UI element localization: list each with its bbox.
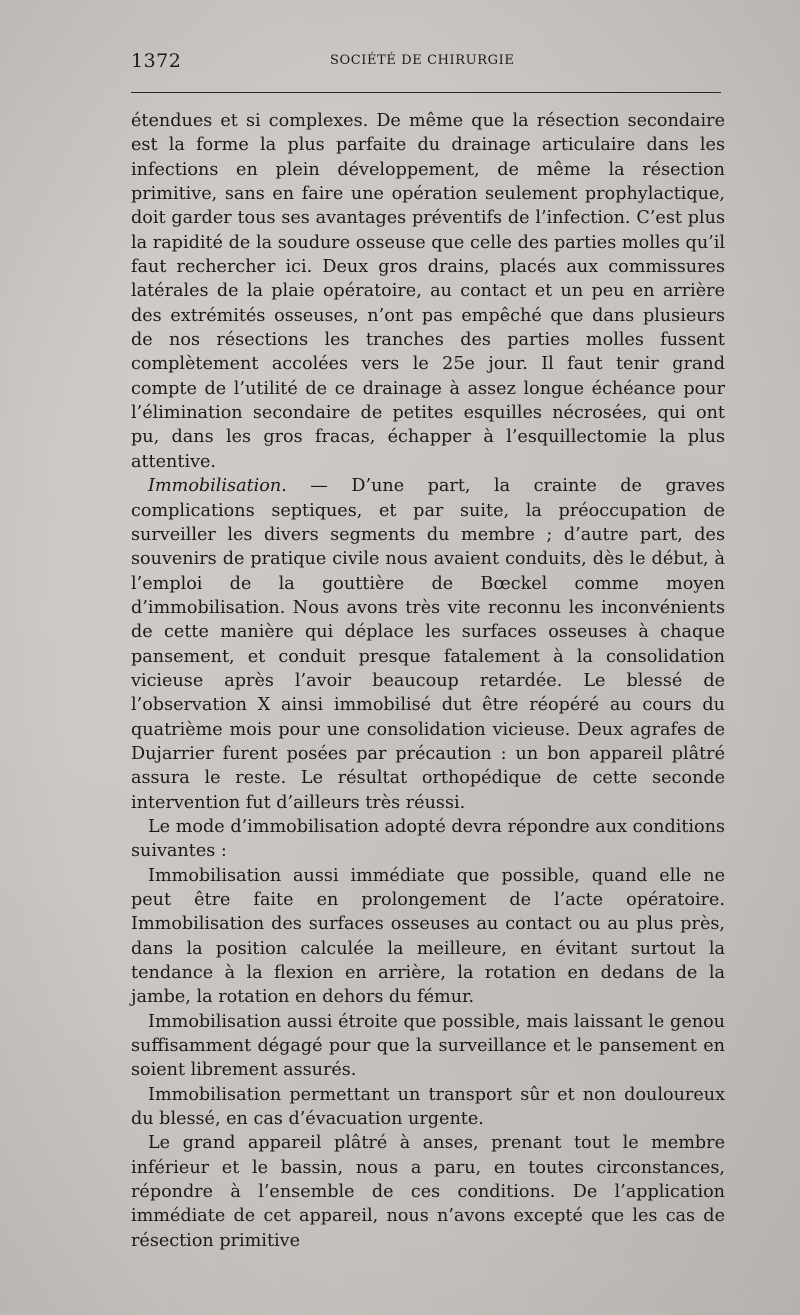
paragraph	[131, 1010, 725, 1083]
paragraph	[131, 815, 725, 864]
header-rule	[131, 92, 721, 93]
paragraph-text: Le mode d’immobilisation adopté devra répondre aux conditions suivantes :	[131, 816, 725, 862]
paragraph	[131, 864, 725, 1010]
paragraph-text: Immobilisation aussi étroite que possible, mais laissant le genou suffisamment dégagé pour que la surveillance et le pansement en soient librement assurés.	[131, 1011, 725, 1081]
paragraph	[131, 109, 725, 474]
paragraph	[131, 474, 725, 815]
paragraph-text: Le grand appareil plâtré à anses, prenant tout le membre inférieur et le bassin, nous a paru, en toutes circonstances, répondre à l’ensemble de ces conditions. De l’application immédiate de cet appareil, nous n’avons excepté que les cas de résection primitive	[131, 1133, 725, 1251]
page-number: 1372	[131, 50, 182, 72]
running-head: SOCIÉTÉ DE CHIRURGIE	[330, 53, 515, 68]
paragraph	[131, 1083, 725, 1132]
page-header	[131, 50, 721, 80]
paragraph-text: étendues et si complexes. De même que la résection secondaire est la forme la plus parfaite du drainage articulaire dans les infections en plein développement, de même la résection primitive, sans en faire une opération seulement prophylactique, doit garder tous ses avantages préventifs de l’infection. C’est plus la rapidité de la soudure osseuse que celle des parties molles qu’il faut rechercher ici. Deux gros drains, placés aux commissures latérales de la plaie opératoire, au contact et un peu en arrière des extrémités osseuses, n’ont pas empêché que dans plusieurs de nos résections les tranches des parties molles fussent complètement accolées vers le 25e jour. Il faut tenir grand compte de l’utilité de ce drainage à assez longue échéance pour l’élimination secondaire de petites esquilles nécrosées, qui ont pu, dans les gros fracas, échapper à l’esquillectomie la plus attentive.	[131, 111, 725, 472]
paragraph	[131, 1131, 725, 1253]
paragraph-text: Immobilisation permettant un transport sûr et non douloureux du blessé, en cas d’évacuation urgente.	[131, 1084, 725, 1130]
body-text	[131, 109, 725, 1253]
section-heading: Immobilisation.	[148, 476, 287, 497]
paragraph-text: Immobilisation aussi immédiate que possible, quand elle ne peut être faite en prolongement de l’acte opératoire. Immobilisation des surfaces osseuses au contact ou au plus près, dans la position calculée la meilleure, en évitant surtout la tendance à la flexion en arrière, la rotation en dedans de la jambe, la rotation en dehors du fémur.	[131, 865, 725, 1008]
paragraph-text: — D’une part, la crainte de graves complications septiques, et par suite, la préoccupation de surveiller les divers segments du membre ; d’autre part, des souvenirs de pratique civile nous avaient conduits, dès le début, à l’emploi de la gouttière de Bœckel comme moyen d’immobilisation. Nous avons très vite reconnu les inconvénients de cette manière qui déplace les surfaces osseuses à chaque pansement, et conduit presque fatalement à la consolidation vicieuse après l’avoir beaucoup retardée. Le blessé de l’observation X ainsi immobilisé dut être réopéré au cours du quatrième mois pour une consolidation vicieuse. Deux agrafes de Dujarrier furent posées par précaution : un bon appareil plâtré assura le reste. Le résultat orthopédique de cette seconde intervention fut d’ailleurs très réussi.	[131, 476, 725, 813]
